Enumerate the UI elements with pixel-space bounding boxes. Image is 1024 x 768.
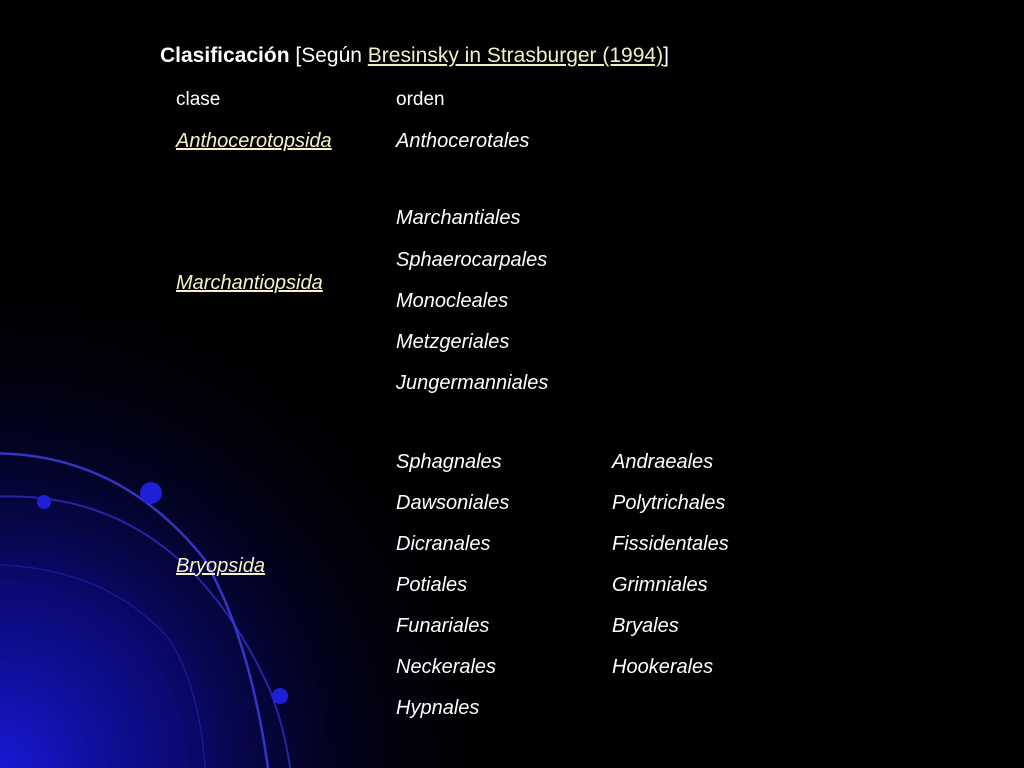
order-item: Metzgeriales bbox=[396, 331, 510, 353]
order-item: Hypnales bbox=[396, 697, 480, 719]
order-item: Monocleales bbox=[396, 290, 509, 312]
decorative-dot bbox=[37, 495, 51, 509]
decorative-dot bbox=[272, 688, 288, 704]
order-item: Dicranales bbox=[396, 533, 491, 555]
order-item: Marchantiales bbox=[396, 207, 521, 229]
class-link-anthocerotopsida[interactable]: Anthocerotopsida bbox=[176, 130, 332, 152]
header-clase: clase bbox=[176, 89, 221, 110]
order-item: Anthocerotales bbox=[396, 130, 530, 152]
order-item: Polytrichales bbox=[612, 492, 726, 514]
order-item: Neckerales bbox=[396, 656, 497, 678]
reference-link[interactable]: Bresinsky in Strasburger (1994) bbox=[367, 44, 664, 67]
class-link-marchantiopsida[interactable]: Marchantiopsida bbox=[176, 272, 323, 294]
order-item: Funariales bbox=[396, 615, 490, 637]
header-orden: orden bbox=[396, 89, 445, 110]
order-item: Hookerales bbox=[612, 656, 714, 678]
order-item: Dawsoniales bbox=[396, 492, 510, 514]
order-item: Jungermanniales bbox=[396, 372, 549, 394]
title-suffix: ] bbox=[663, 44, 669, 67]
order-item: Potiales bbox=[396, 574, 468, 596]
class-link-bryopsida[interactable]: Bryopsida bbox=[176, 555, 265, 577]
title-bold: Clasificación bbox=[160, 44, 290, 67]
order-item: Sphaerocarpales bbox=[396, 249, 548, 271]
title-prefix: [Según bbox=[289, 44, 368, 67]
order-item: Grimniales bbox=[612, 574, 708, 596]
order-item: Sphagnales bbox=[396, 451, 502, 473]
order-item: Fissidentales bbox=[612, 533, 729, 555]
decorative-dot bbox=[140, 482, 162, 504]
order-item: Andraeales bbox=[612, 451, 714, 473]
slide-title bbox=[160, 44, 669, 68]
order-item: Bryales bbox=[612, 615, 679, 637]
